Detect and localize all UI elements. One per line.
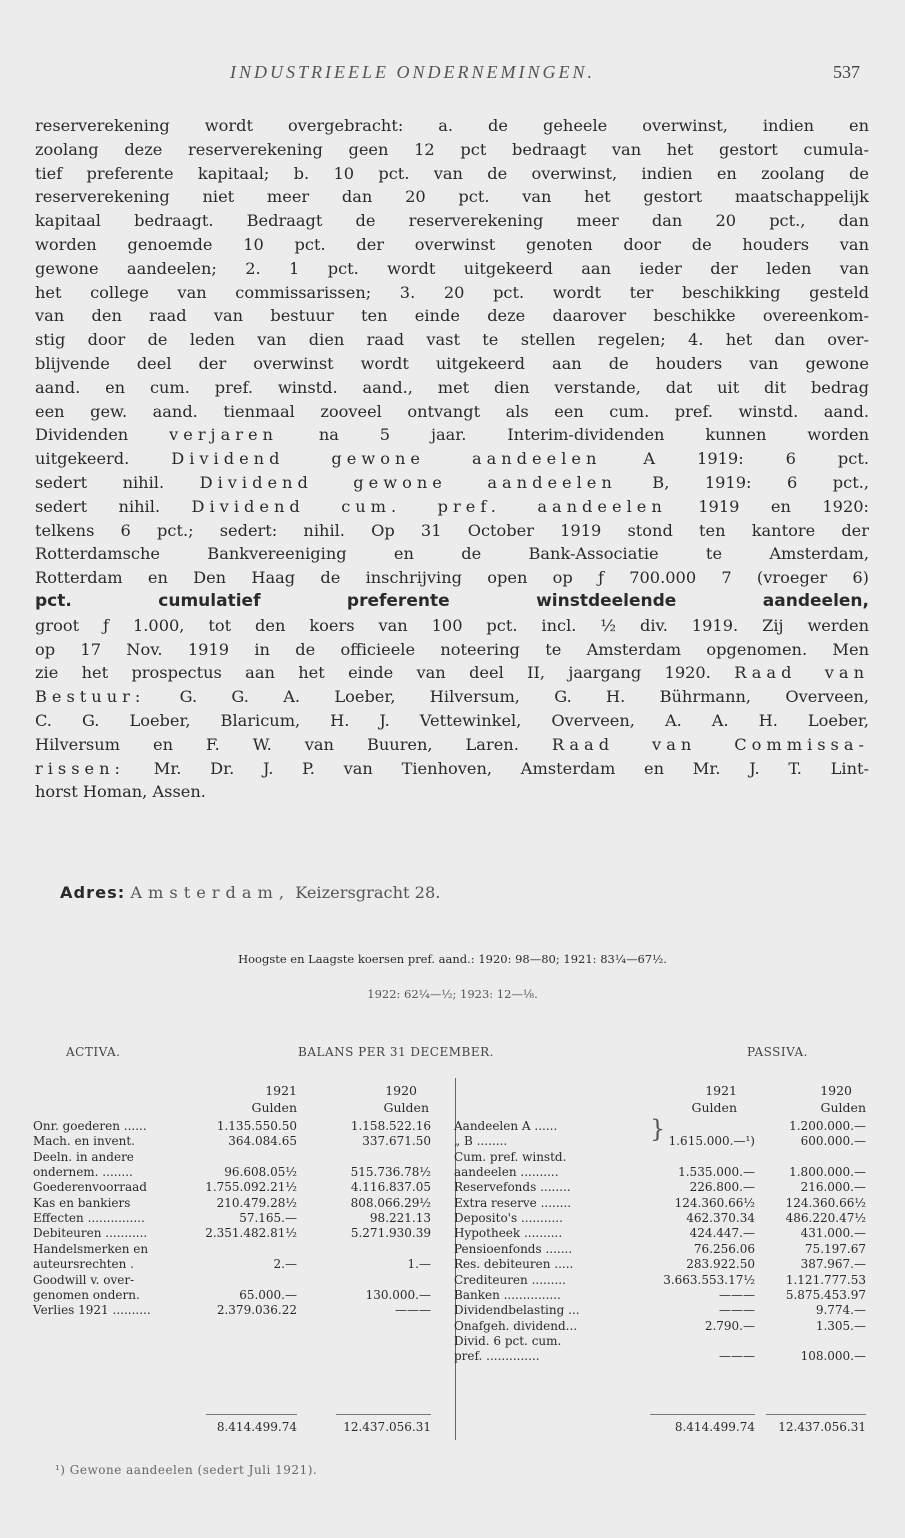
passiva-row [454, 1334, 868, 1349]
activa-item-label: ondernem. ........ [33, 1165, 133, 1180]
passiva-item-label: pref. .............. [454, 1349, 540, 1364]
passiva-value-1921: ——— [719, 1349, 755, 1364]
text-line: groot ƒ 1.000, tot den koers van 100 pct. incl. ½ div. 1919. Zij werden [35, 615, 869, 635]
passiva-item-label: Deposito's ........... [454, 1211, 563, 1226]
price-range-line: Hoogste en Laagste koersen pref. aand.: 1920: 98—80; 1921: 83¼—67½. [238, 952, 667, 966]
body-text [35, 114, 869, 804]
activa-row [33, 1180, 433, 1195]
balance-title: BALANS PER 31 DECEMBER. [298, 1045, 494, 1059]
text-line [35, 757, 869, 781]
passiva-row [454, 1211, 868, 1226]
passiva-row [454, 1319, 868, 1334]
text-segment: B, 1919: 6 pct., [652, 472, 869, 492]
activa-value-1920: 1.158.522.16 [350, 1119, 431, 1133]
activa-value-1921: 65.000.— [239, 1287, 297, 1302]
passiva-value-1921: ——— [719, 1303, 755, 1318]
text-segment: Hilversum en F. W. van Buuren, Laren. [35, 734, 519, 754]
spaced-term: verjaren [169, 425, 278, 445]
text-line: worden genoemde 10 pct. der overwinst genoten door de houders van [35, 234, 869, 254]
activa-value-1920: 130.000.— [365, 1287, 431, 1302]
passiva-value-1921: 226.800.— [689, 1180, 755, 1195]
passiva-item-label: aandeelen .......... [454, 1165, 559, 1180]
address [60, 883, 440, 902]
activa-row [33, 1288, 433, 1303]
text-line: op 17 Nov. 1919 in de officieele noteering te Amsterdam opgenomen. Men [35, 639, 869, 659]
activa-value-1920: 4.116.837.05 [350, 1180, 431, 1195]
spaced-term: Raad van [734, 663, 869, 683]
text-line: reserverekening niet meer dan 20 pct. van het gestort maatschappelijk [35, 187, 869, 207]
brace-icon: } [650, 1115, 666, 1143]
text-line: stig door de leden van dien raad vast te stellen regelen; 4. het dan over- [35, 330, 869, 350]
spaced-term: Raad van Commissa- [551, 734, 869, 754]
passiva-item-label: Hypotheek .......... [454, 1226, 563, 1241]
passiva-row [454, 1196, 868, 1211]
text-segment: sedert nihil. [35, 496, 161, 516]
footnote: ¹) Gewone aandeelen (sedert Juli 1921). [55, 1463, 318, 1477]
text-segment: G. G. A. Loeber, Hilversum, G. H. Bührmann, Overveen, [179, 687, 869, 707]
text-line: Rotterdamsche Bankvereeniging en de Bank-Associatie te Amsterdam, [35, 544, 869, 564]
col-year: 1921 [705, 1083, 737, 1098]
activa-value-1921: 57.165.— [239, 1211, 297, 1226]
passiva-item-label: Banken ............... [454, 1287, 561, 1302]
text-segment: 1919 en 1920: [698, 496, 869, 516]
passiva-value-1921: 424.447.— [689, 1226, 755, 1241]
activa-row [33, 1165, 433, 1180]
passiva-value-1920: 124.360.66½ [785, 1195, 866, 1210]
passiva-value-1920: 75.197.67 [804, 1241, 866, 1256]
activa-row [33, 1303, 433, 1318]
passiva-value-1920: 1.305.— [815, 1318, 866, 1333]
activa-value-1920: 98.221.13 [369, 1211, 431, 1226]
text-segment: A 1919: 6 pct. [643, 449, 869, 469]
activa-item-label: genomen ondern. [33, 1287, 140, 1302]
col-currency: Gulden [383, 1100, 429, 1115]
activa-item-label: Verlies 1921 .......... [33, 1303, 151, 1318]
activa-row [33, 1119, 433, 1134]
total-rule [336, 1414, 431, 1415]
activa-row [33, 1211, 433, 1226]
text-segment: Dividenden [35, 425, 129, 445]
text-line: C. G. Loeber, Blaricum, H. J. Vettewinkel, Overveen, A. A. H. Loeber, [35, 710, 869, 730]
text-line [35, 495, 869, 519]
activa-value-1921: 96.608.05½ [224, 1165, 297, 1180]
activa-value-1920: 337.671.50 [362, 1134, 431, 1149]
activa-item-label: Debiteuren ........... [33, 1226, 148, 1241]
activa-value-1920: 1.— [407, 1257, 431, 1272]
passiva-value-1920: 486.220.47½ [785, 1211, 866, 1226]
col-year: 1920 [820, 1083, 852, 1098]
total-activa-1921: 8.414.499.74 [216, 1420, 297, 1434]
activa-value-1921: 2.351.482.81½ [205, 1226, 297, 1241]
text-line: zoolang deze reserverekening geen 12 pct bedraagt van het gestort cumula- [35, 139, 869, 159]
passiva-item-label: Dividendbelasting ... [454, 1303, 580, 1318]
passiva-item-label: Res. debiteuren ..... [454, 1257, 574, 1272]
text-segment: sedert nihil. [35, 472, 165, 492]
total-rule [206, 1414, 297, 1415]
passiva-row [454, 1349, 868, 1364]
passiva-value-1920: 387.967.— [800, 1257, 866, 1272]
text-line: tief preferente kapitaal; b. 10 pct. van de overwinst, indien en zoolang de [35, 163, 869, 183]
text-line: horst Homan, Assen. [35, 782, 206, 802]
text-line [35, 661, 869, 685]
text-line: aand. en cum. pref. winstd. aand., met dien verstande, dat uit dit bedrag [35, 377, 869, 397]
passiva-value-1921: 76.256.06 [693, 1241, 755, 1256]
passiva-value-1920: 1.121.777.53 [785, 1272, 866, 1287]
page-number: 537 [833, 62, 860, 82]
passiva-item-label: „ B ........ [454, 1134, 508, 1149]
col-year: 1921 [265, 1083, 297, 1098]
passiva-value-1921: 1.615.000.—¹) [668, 1134, 755, 1149]
passiva-value-1920: 431.000.— [800, 1226, 866, 1241]
total-rule [766, 1414, 866, 1415]
text-line: reserverekening wordt overgebracht: a. de geheele overwinst, indien en [35, 116, 869, 135]
page-header [0, 62, 905, 86]
activa-value-1921: 210.479.28½ [216, 1195, 297, 1210]
col-currency: Gulden [251, 1100, 297, 1115]
address-city: Amsterdam, [130, 883, 291, 902]
text-line-emphasis: pct. cumulatief preferente winstdeelende aandeelen, [35, 590, 869, 611]
col-year: 1920 [385, 1083, 417, 1098]
spaced-term: Dividend gewone aandeelen [171, 449, 602, 469]
col-currency: Gulden [691, 1100, 737, 1115]
passiva-value-1920: 216.000.— [800, 1180, 866, 1195]
passiva-value-1920: 1.200.000.— [789, 1119, 866, 1133]
activa-label: ACTIVA. [66, 1045, 121, 1059]
activa-row [33, 1226, 433, 1241]
passiva-value-1921: 2.790.— [704, 1318, 755, 1333]
passiva-item-label: Aandeelen A ...... [454, 1119, 558, 1133]
passiva-value-1921: ——— [719, 1287, 755, 1302]
passiva-row [454, 1180, 868, 1195]
spaced-term: Dividend cum. pref. aandeelen [191, 496, 667, 516]
spaced-term: Dividend gewone aandeelen [199, 472, 617, 492]
passiva-label: PASSIVA. [747, 1045, 808, 1059]
passiva-row [454, 1165, 868, 1180]
address-street: Keizersgracht 28. [295, 883, 441, 902]
activa-item-label: Mach. en invent. [33, 1134, 135, 1149]
col-currency: Gulden [820, 1100, 866, 1115]
total-rule [650, 1414, 755, 1415]
total-activa-1920: 12.437.056.31 [343, 1420, 431, 1434]
activa-value-1921: 364.084.65 [228, 1134, 297, 1149]
passiva-value-1920: 1.800.000.— [789, 1165, 866, 1180]
text-line: van den raad van bestuur ten einde deze daarover beschikke overeenkom- [35, 306, 869, 326]
text-line: het college van commissarissen; 3. 20 pct. wordt ter beschikking gesteld [35, 282, 869, 302]
activa-item-label: Goodwill v. over- [33, 1272, 135, 1287]
passiva-row [454, 1257, 868, 1272]
passiva-value-1921: 3.663.553.17½ [663, 1272, 755, 1287]
activa-row [33, 1134, 433, 1149]
passiva-row [454, 1273, 868, 1288]
text-segment: na 5 jaar. Interim-dividenden kunnen worden [318, 425, 869, 445]
activa-value-1921: 1.135.550.50 [216, 1119, 297, 1133]
activa-value-1920: 5.271.930.39 [350, 1226, 431, 1241]
text-segment: zie het prospectus aan het einde van deel II, jaargang 1920. [35, 663, 711, 683]
passiva-item-label: Extra reserve ........ [454, 1195, 572, 1210]
activa-value-1921: 2.379.036.22 [216, 1303, 297, 1318]
text-line: kapitaal bedraagt. Bedraagt de reserverekening meer dan 20 pct., dan [35, 211, 869, 231]
activa-value-1920: 515.736.78½ [350, 1165, 431, 1180]
activa-row [33, 1196, 433, 1211]
activa-item-label: Kas en bankiers [33, 1195, 131, 1210]
activa-item-label: Onr. goederen ...... [33, 1119, 147, 1133]
passiva-value-1920: 5.875.453.97 [785, 1287, 866, 1302]
passiva-row [454, 1242, 868, 1257]
text-segment: uitgekeerd. [35, 449, 130, 469]
activa-item-label: Goederenvoorraad [33, 1180, 147, 1195]
activa-item-label: Effecten ............... [33, 1211, 145, 1226]
activa-item-label: Deeln. in andere [33, 1149, 134, 1164]
passiva-row [454, 1288, 868, 1303]
activa-row [33, 1150, 433, 1165]
activa-row [33, 1257, 433, 1272]
text-line [35, 447, 869, 471]
passiva-item-label: Pensioenfonds ....... [454, 1241, 573, 1256]
passiva-value-1921: 283.922.50 [686, 1257, 755, 1272]
activa-value-1921: 2.— [273, 1257, 297, 1272]
spaced-term: rissen: [35, 758, 125, 778]
passiva-value-1921: 462.370.34 [686, 1211, 755, 1226]
activa-row [33, 1242, 433, 1257]
price-range-line: 1922: 62¼—½; 1923: 12—⅛. [367, 987, 538, 1001]
passiva-value-1920: 108.000.— [800, 1349, 866, 1364]
passiva-item-label: Onafgeh. dividend... [454, 1318, 578, 1333]
running-title: INDUSTRIEELE ONDERNEMINGEN. [230, 62, 595, 82]
text-line: blijvende deel der overwinst wordt uitgekeerd aan de houders van gewone [35, 353, 869, 373]
text-segment: Mr. Dr. J. P. van Tienhoven, Amsterdam en Mr. J. T. Lint- [153, 758, 869, 778]
passiva-value-1921: 1.535.000.— [678, 1165, 755, 1180]
text-line [35, 423, 869, 447]
activa-value-1920: ——— [395, 1303, 431, 1318]
passiva-item-label: Divid. 6 pct. cum. [454, 1333, 562, 1348]
text-line: Rotterdam en Den Haag de inschrijving open op ƒ 700.000 7 (vroeger 6) [35, 568, 869, 588]
address-label: Adres: [60, 883, 126, 902]
text-line: een gew. aand. tienmaal zooveel ontvangt als een cum. pref. winstd. aand. [35, 401, 869, 421]
activa-value-1920: 808.066.29½ [350, 1195, 431, 1210]
activa-item-label: auteursrechten . [33, 1257, 134, 1272]
text-line: telkens 6 pct.; sedert: nihil. Op 31 October 1919 stond ten kantore der [35, 520, 869, 540]
passiva-item-label: Crediteuren ......... [454, 1272, 566, 1287]
passiva-item-label: Reservefonds ........ [454, 1180, 571, 1195]
text-line [35, 685, 869, 709]
text-line [35, 471, 869, 495]
spaced-term: Bestuur: [35, 687, 146, 707]
activa-item-label: Handelsmerken en [33, 1241, 149, 1256]
passiva-row [454, 1150, 868, 1165]
passiva-row [454, 1226, 868, 1241]
passiva-value-1921: 124.360.66½ [674, 1195, 755, 1210]
activa-row [33, 1273, 433, 1288]
total-passiva-1921: 8.414.499.74 [674, 1420, 755, 1434]
total-passiva-1920: 12.437.056.31 [778, 1420, 866, 1434]
passiva-row [454, 1303, 868, 1318]
text-line: gewone aandeelen; 2. 1 pct. wordt uitgekeerd aan ieder der leden van [35, 258, 869, 278]
activa-value-1921: 1.755.092.21½ [205, 1180, 297, 1195]
passiva-value-1920: 9.774.— [815, 1303, 866, 1318]
passiva-value-1920: 600.000.— [800, 1134, 866, 1149]
passiva-item-label: Cum. pref. winstd. [454, 1149, 567, 1164]
text-line [35, 733, 869, 757]
